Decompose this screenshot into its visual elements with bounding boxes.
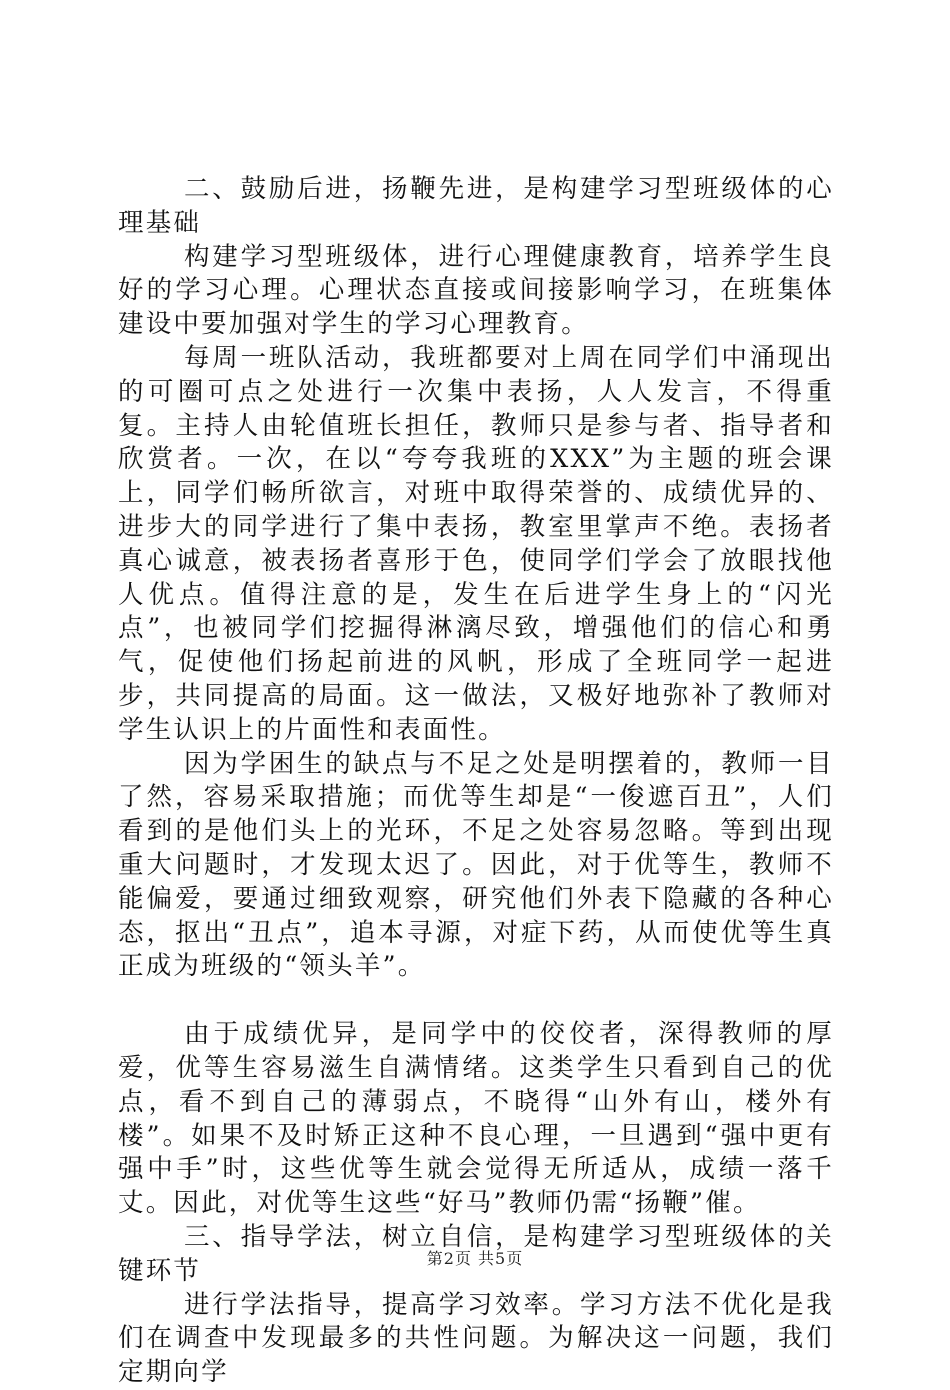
section-heading-2: 二、鼓励后进，扬鞭先进，是构建学习型班级体的心理基础 [118,174,834,238]
section-heading-3: 三、指导学法，树立自信，是构建学习型班级体的关键环节 [118,1221,834,1286]
paragraph-study-methods: 进行学法指导，提高学习效率。学习方法不优化是我们在调查中发现最多的共性问题。为解决这一问题，我们定期向学 [118,1289,834,1388]
page-number-footer: 第2页 共5页 [426,1249,524,1268]
paragraph-gap [118,984,834,1018]
paragraph-intro: 构建学习型班级体，进行心理健康教育，培养学生良好的学习心理。心理状态直接或间接影响学习，在班集体建设中要加强对学生的学习心理教育。 [118,241,834,340]
paragraph-top-students: 因为学困生的缺点与不足之处是明摆着的，教师一目了然，容易采取措施；而优等生却是“一俊遮百丑”，人们看到的是他们头上的光环，不足之处容易忽略。等到出现重大问题时，才发现太迟了。因此，对于优等生，教师不能偏爱，要通过细致观察，研究他们外表下隐藏的各种心态，抠出“丑点”，追本寻源，对症下药，从而使优等生真正成为班级的“领头羊”。 [118,748,834,982]
paragraph-class-activity: 每周一班队活动，我班都要对上周在同学们中涌现出的可圈可点之处进行一次集中表扬，人人发言，不得重复。主持人由轮值班长担任，教师只是参与者、指导者和欣赏者。一次，在以“夸夸我班的XXX”为主题的班会课上，同学们畅所欲言，对班中取得荣誉的、成绩优异的、进步大的同学进行了集中表扬，教室里掌声不绝。表扬者真心诚意，被表扬者喜形于色，使同学们学会了放眼找他人优点。值得注意的是，发生在后进学生身上的“闪光点”，也被同学们挖掘得淋漓尽致，增强他们的信心和勇气，促使他们扬起前进的风帆，形成了全班同学一起进步，共同提高的局面。这一做法，又极好地弥补了教师对学生认识上的片面性和表面性。 [118,342,834,745]
paragraph-complacency: 由于成绩优异，是同学中的佼佼者，深得教师的厚爱，优等生容易滋生自满情绪。这类学生只看到自己的优点，看不到自己的薄弱点，不晓得“山外有山，楼外有楼”。如果不及时矫正这种不良心理，一旦遇到“强中更有强中手”时，这些优等生就会觉得无所适从，成绩一落千丈。因此，对优等生这些“好马”教师仍需“扬鞭”催。 [118,1019,834,1219]
document-body [118,173,834,1390]
